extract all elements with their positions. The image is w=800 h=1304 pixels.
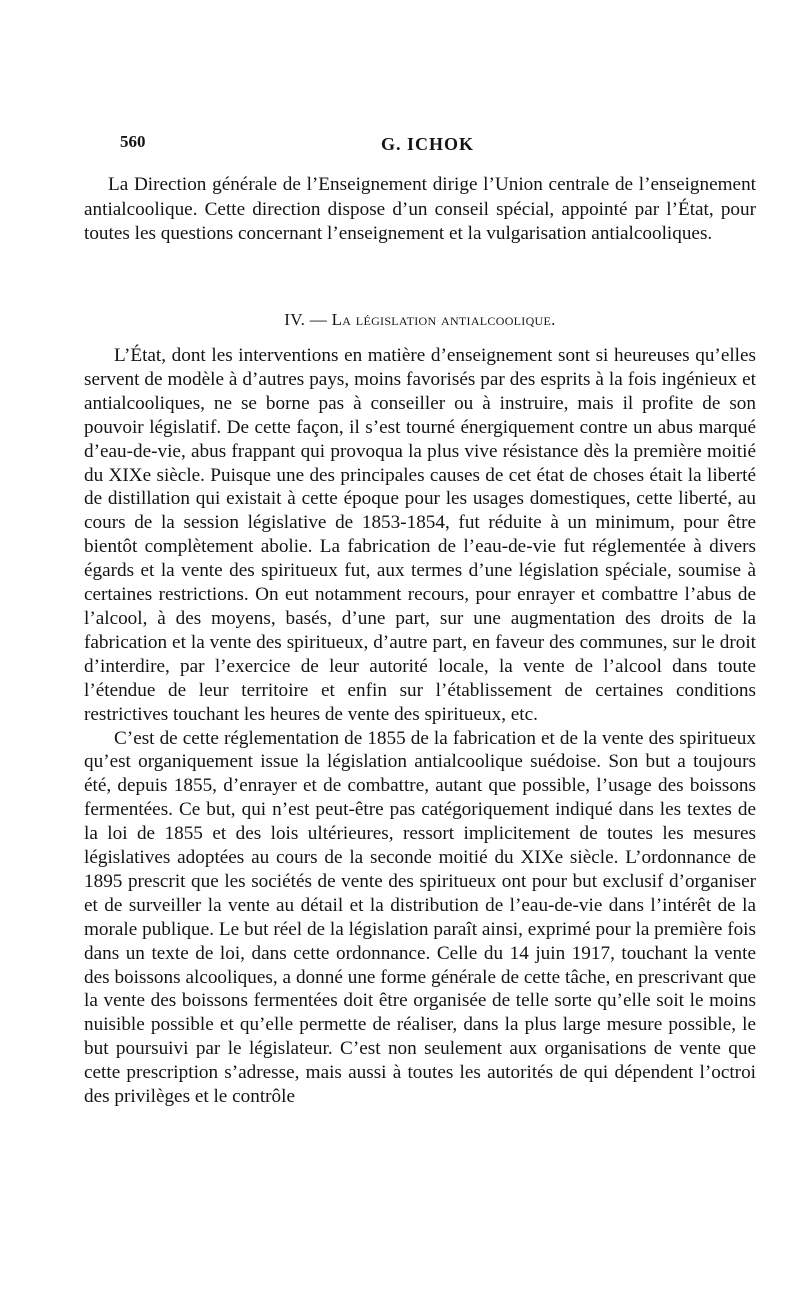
intro-paragraph: La Direction générale de l’Enseignement dirige l’Union centrale de l’enseignement antialcoolique. Cette direction dispose d’un conseil spécial, appointé par l’État, pour toutes les questions concernant l’enseignement et la vulgarisation antialcooliques. <box>84 174 756 244</box>
page-number: 560 <box>120 132 146 151</box>
running-head-author: G. ICHOK <box>381 134 475 154</box>
section-dash: — <box>309 310 328 329</box>
section-heading <box>84 310 756 330</box>
body-paragraph: L’État, dont les interventions en matière d’enseignement sont si heureuses qu’elles servent de modèle à d’autres pays, moins favorisés par des esprits à la fois ingénieux et antialcooliques, ne se borne pas à conseiller ou à instruire, mais il profite de son pouvoir législatif. De cette façon, il s’est tourné énergiquement contre un abus marqué d’eau-de-vie, abus frappant qui provoqua la plus vive résistance dès la première moitié du XIXe siècle. Puisque une des principales causes de cet état de choses était la liberté de distillation qui existait à cette époque pour les usages domestiques, cette liberté, au cours de la session législative de 1853-1854, fut réduite à un minimum, pour être bientôt complètement abolie. La fabrication de l’eau-de-vie fut réglementée à divers égards et la vente des spiritueux fut, aux termes d’une législation spéciale, soumise à certaines restrictions. On eut notamment recours, pour enrayer et combattre l’abus de l’alcool, à des moyens, basés, d’une part, sur une augmentation des droits de la fabrication et la vente des spiritueux, d’autre part, en faveur des communes, sur le droit d’interdire, par l’exercice de leur autorité locale, la vente de l’alcool dans toute l’étendue de leur territoire et enfin sur l’établissement de certaines conditions restrictives touchant les heures de vente des spiritueux, etc. <box>84 345 756 725</box>
intro-text-block <box>84 173 756 247</box>
section-title: La législation antialcoolique. <box>331 310 556 329</box>
section-number: IV. <box>284 310 306 329</box>
body-text-block <box>84 344 756 1109</box>
running-head <box>84 132 764 158</box>
body-paragraph: C’est de cette réglementation de 1855 de la fabrication et de la vente des spiritueux qu’est organiquement issue la législation antialcoolique suédoise. Son but a toujours été, depuis 1855, d’enrayer et de combattre, autant que possible, l’usage des boissons fermentées. Ce but, qui n’est peut-être pas catégoriquement indiqué dans les textes de la loi de 1855 et des lois ultérieures, ressort implicitement de toutes les mesures législatives adoptées au cours de la seconde moitié du XIXe siècle. L’ordonnance de 1895 prescrit que les sociétés de vente des spiritueux ont pour but exclusif d’organiser et de surveiller la vente au détail et la distribution de l’eau-de-vie dans l’intérêt de la morale publique. Le but réel de la législation paraît ainsi, exprimé pour la première fois dans un texte de loi, dans cette ordonnance. Celle du 14 juin 1917, touchant la vente des boissons alcooliques, a donné une forme générale de cette tâche, en prescrivant que la vente des boissons fermentées doit être organisée de telle sorte qu’elle soit le moins nuisible possible et qu’elle permette de réaliser, dans la plus large mesure possible, le but poursuivi par le législateur. C’est non seulement aux organisations de vente que cette prescription s’adresse, mais aussi à toutes les autorités de qui dépendent l’octroi des privilèges et le contrôle <box>84 727 756 1108</box>
